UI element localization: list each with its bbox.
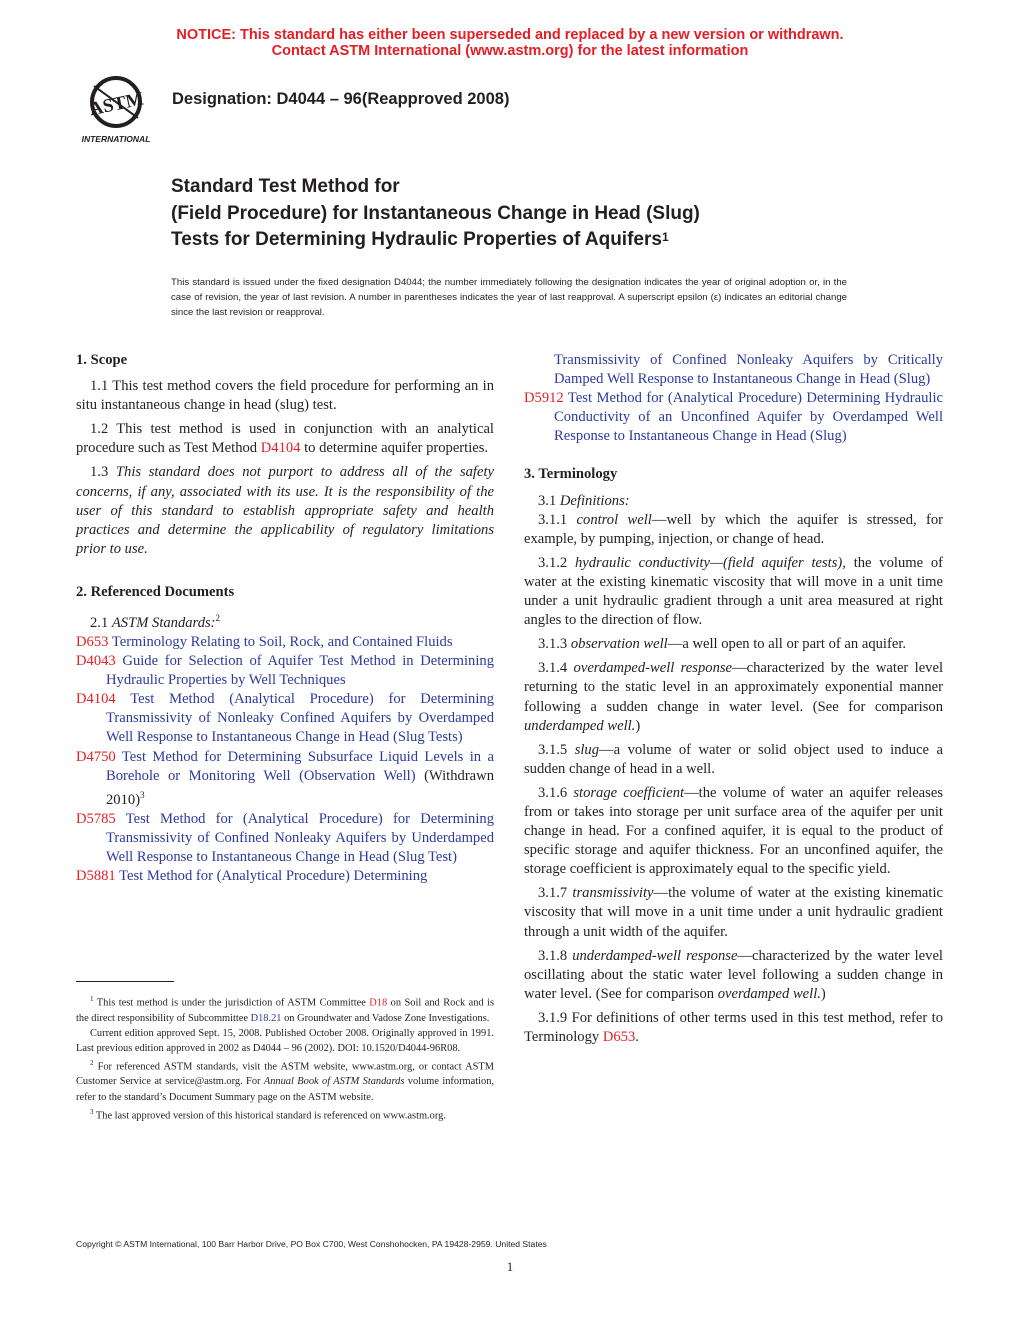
ref-item: [76, 690, 494, 747]
footnote-1-mark: 1: [90, 995, 94, 1003]
logo-subtext: INTERNATIONAL: [81, 134, 151, 144]
ref-item: [76, 633, 494, 652]
scope-1-3-text: This standard does not purport to address all of the safety concerns, if any, associated with its use. It is the responsibility of the user of this standard to establish appropriate safety and health practices and determine the applicability of regulatory limitations prior to use.: [76, 464, 494, 557]
ref-item-continued: [524, 351, 943, 389]
term-crossref: underdamped well.: [524, 717, 636, 734]
title-line-3: [171, 227, 700, 254]
title-footnote-mark: 1: [661, 230, 669, 244]
term-3-1-2: [524, 554, 943, 630]
ref-footnote-mark: 3: [140, 789, 145, 800]
term-3-1-7: [524, 884, 943, 941]
left-column: [76, 351, 494, 886]
term-3-1: [524, 492, 943, 511]
refdocs-2-1: [76, 609, 494, 633]
title-line-2: (Field Procedure) for Instantaneous Change in Head (Slug): [171, 202, 700, 224]
footnote-divider: [76, 981, 174, 982]
ref-code-link[interactable]: D5912: [524, 390, 564, 407]
ref-item: [76, 867, 494, 886]
scope-1-3: [76, 463, 494, 558]
footnote-2-mark: 2: [90, 1058, 94, 1067]
ref-withdrawn-note: (Withdrawn 2010): [106, 767, 494, 808]
refdocs-heading: 2. Referenced Documents: [76, 583, 235, 600]
ref-title-link[interactable]: Test Method for (Analytical Procedure) for Determining Transmissivity of Confined Nonleaky Aquifers by Underdamped Well Response to Instantaneous Change in Head (Slug Test): [106, 810, 494, 865]
term-name: control well: [576, 511, 652, 528]
ref-item: [524, 389, 943, 446]
refdocs-2-1-label: ASTM Standards:: [111, 614, 216, 631]
document-title: [171, 174, 700, 254]
copyright: Copyright © ASTM International, 100 Barr Harbor Drive, PO Box C700, West Conshohocken, PA 19428-2959. United States: [76, 1239, 547, 1249]
refdocs-2-1-num: 2.1: [90, 614, 112, 631]
refdocs-footnote-mark: 2: [215, 613, 221, 624]
notice-banner: [0, 27, 1020, 59]
title-line-3-text: Tests for Determining Hydraulic Properties of Aquifers: [171, 229, 662, 250]
terminology-heading: 3. Terminology: [524, 466, 618, 483]
term-num: 3.1.8: [538, 947, 573, 964]
ref-item: [76, 810, 494, 867]
term-3-1-3: [524, 635, 943, 654]
term-name: transmissivity: [572, 885, 654, 902]
footnote-3: [76, 1105, 494, 1124]
term-3-1-8: [524, 947, 943, 1004]
term-3-1-label: Definitions:: [559, 492, 630, 509]
term-def: 3.1.9 For definitions of other terms used in this test method, refer to Terminology: [524, 1009, 943, 1045]
footnote-3-mark: 3: [90, 1107, 94, 1116]
term-name: hydraulic conductivity—(field aquifer tests),: [574, 554, 846, 571]
term-num: 3.1.3: [538, 636, 571, 653]
term-name: underdamped-well response: [572, 947, 738, 964]
ref-title-link[interactable]: Terminology Relating to Soil, Rock, and Contained Fluids: [108, 633, 453, 650]
logo-wordmark: ASTM: [87, 88, 146, 121]
term-name: observation well: [570, 636, 668, 653]
footnote-1-tail: on Groundwater and Vadose Zone Investigations.: [281, 1012, 490, 1024]
term-3-1-1: [524, 511, 943, 549]
term-def: —well by which the aquifer is stressed, for example, by pumping, injection, or change of head.: [524, 511, 944, 547]
term-num: 3.1.4: [538, 660, 574, 677]
designation: Designation: D4044 – 96(Reapproved 2008): [172, 90, 510, 108]
ref-code-link[interactable]: D5881: [76, 867, 116, 884]
ref-code-link[interactable]: D5785: [76, 810, 116, 827]
footnote-1-mid: on Soil and Rock and is the direct responsibility of Subcommittee: [76, 997, 495, 1024]
scope-heading: 1. Scope: [76, 352, 128, 368]
term-crossref: overdamped well.: [717, 985, 821, 1002]
term-def: —characterized by the water level oscillating about the static water level following a sudden change in water level. (See for comparison: [524, 947, 943, 1002]
term-name: overdamped-well response: [573, 660, 733, 677]
term-num: 3.1.5: [538, 741, 575, 758]
footnotes: [76, 992, 494, 1123]
term-def: the volume of water at the existing kinematic viscosity that will move in a unit time under a unit hydraulic gradient through a unit area measured at right angles to the direction of flow.: [524, 554, 943, 629]
term-3-1-9: [524, 1009, 943, 1047]
scope-1-1: 1.1 This test method covers the field procedure for performing an in situ instantaneous change in head (slug) test.: [76, 378, 494, 414]
ref-item: [76, 748, 494, 810]
term-end: .: [635, 1029, 639, 1045]
term-num: 3.1.2: [538, 554, 575, 571]
term-def: —a well open to all or part of an aquifer.: [667, 636, 907, 653]
scope-1-2-text: 1.2 This test method is used in conjunction with an analytical procedure such as Test Method: [76, 421, 494, 457]
term-end: ): [635, 717, 641, 734]
page-number: 1: [506, 1259, 514, 1274]
footnote-2-italic: Annual Book of ASTM Standards: [263, 1076, 405, 1088]
term-num: 3.1.7: [538, 885, 573, 902]
scope-1-3-num: 1.3: [90, 464, 116, 481]
term-3-1-5: [524, 741, 943, 779]
ref-title-link[interactable]: Test Method for (Analytical Procedure) Determining Hydraulic Conductivity of an Unconfined Aquifer by Overdamped Well Response to Instantaneous Change in Head (Slug): [554, 390, 943, 445]
term-def: —characterized by the water level returning to the static level in an approximately exponential manner following a sudden change in water level. (See for comparison: [524, 660, 943, 715]
term-3-1-6: [524, 784, 943, 879]
footnote-1-text: This test method is under the jurisdiction of ASTM Committee: [93, 997, 370, 1009]
ref-title-link[interactable]: Test Method (Analytical Procedure) for Determining Transmissivity of Nonleaky Confined Aquifers by Overdamped Well Response to Instantaneous Change in Head (Slug Tests): [106, 691, 494, 746]
ref-code-link[interactable]: D4104: [76, 691, 116, 708]
term-3-1-4: [524, 659, 943, 735]
ref-code-link[interactable]: D653: [76, 633, 109, 650]
term-3-1-num: 3.1: [538, 492, 560, 509]
ref-title-link[interactable]: Test Method for (Analytical Procedure) Determining: [115, 867, 428, 884]
notice-line-1: NOTICE: This standard has either been superseded and replaced by a new version or withdrawn.: [176, 27, 844, 43]
term-name: storage coefficient: [573, 784, 685, 801]
term-def: —a volume of water or solid object used to induce a sudden change of head in a well.: [524, 741, 943, 777]
footnote-1: [76, 992, 494, 1026]
scope-1-2: [76, 420, 494, 458]
standard-note: This standard is issued under the fixed designation D4044; the number immediately following the designation indicates the year of original adoption or, in the case of revision, the year of last revision. A number in parentheses indicates the year of last reapproval. A superscript epsilon (ε) indicates an editorial change since the last revision or reapproval.: [171, 277, 847, 318]
footnote-1b: Current edition approved Sept. 15, 2008. Published October 2008. Originally approved in 1991. Last previous edition approved in 2002 as D4044 – 96 (2002). DOI: 10.1520/D4044-96R08.: [76, 1027, 494, 1054]
footnote-3-text: The last approved version of this historical standard is referenced on www.astm.org.: [93, 1110, 446, 1122]
astm-logo: [70, 72, 162, 146]
term-num: 3.1.1: [538, 511, 577, 528]
footnote-2-tail: volume information, refer to the standard’s Document Summary page on the ASTM website.: [76, 1076, 494, 1103]
ref-title-link[interactable]: Guide for Selection of Aquifer Test Method in Determining Hydraulic Properties by Well Techniques: [106, 653, 494, 689]
notice-line-2: Contact ASTM International (www.astm.org) for the latest information: [271, 43, 749, 59]
footnote-2-text: For referenced ASTM standards, visit the ASTM website, www.astm.org, or contact ASTM Customer Service at service@astm.org. For: [76, 1061, 494, 1088]
link-d18-21[interactable]: D18.21: [250, 1012, 282, 1024]
scope-1-2-tail: to determine aquifer properties.: [300, 440, 489, 457]
link-d4104[interactable]: D4104: [260, 440, 301, 457]
link-d18[interactable]: D18: [369, 997, 388, 1009]
footnote-2: [76, 1056, 494, 1105]
term-end: ): [820, 985, 826, 1002]
right-column: [524, 351, 943, 1052]
link-d653[interactable]: D653: [602, 1029, 636, 1045]
ref-item: [76, 652, 494, 690]
term-def: —the volume of water an aquifer releases from or takes into storage per unit surface area of the aquifer per unit change in head. For a confined aquifer, it is equal to the product of specific storage and aquifer thickness. For an unconfined aquifer, the storage coefficient is approximately equal to the specific yield.: [524, 784, 943, 878]
term-def: —the volume of water at the existing kinematic viscosity that will move in a unit time under a unit hydraulic gradient through a unit width of the aquifer.: [524, 885, 943, 940]
ref-code-link[interactable]: D4043: [76, 653, 116, 670]
term-name: slug: [574, 741, 600, 758]
ref-title-link[interactable]: Test Method for Determining Subsurface Liquid Levels in a Borehole or Monitoring Well (Observation Well): [106, 748, 494, 784]
ref-code-link[interactable]: D4750: [76, 748, 116, 765]
ref-title-link[interactable]: Transmissivity of Confined Nonleaky Aquifers by Critically Damped Well Response to Instantaneous Change in Head (Slug): [554, 352, 943, 388]
term-num: 3.1.6: [538, 784, 574, 801]
title-line-1: Standard Test Method for: [171, 176, 400, 197]
